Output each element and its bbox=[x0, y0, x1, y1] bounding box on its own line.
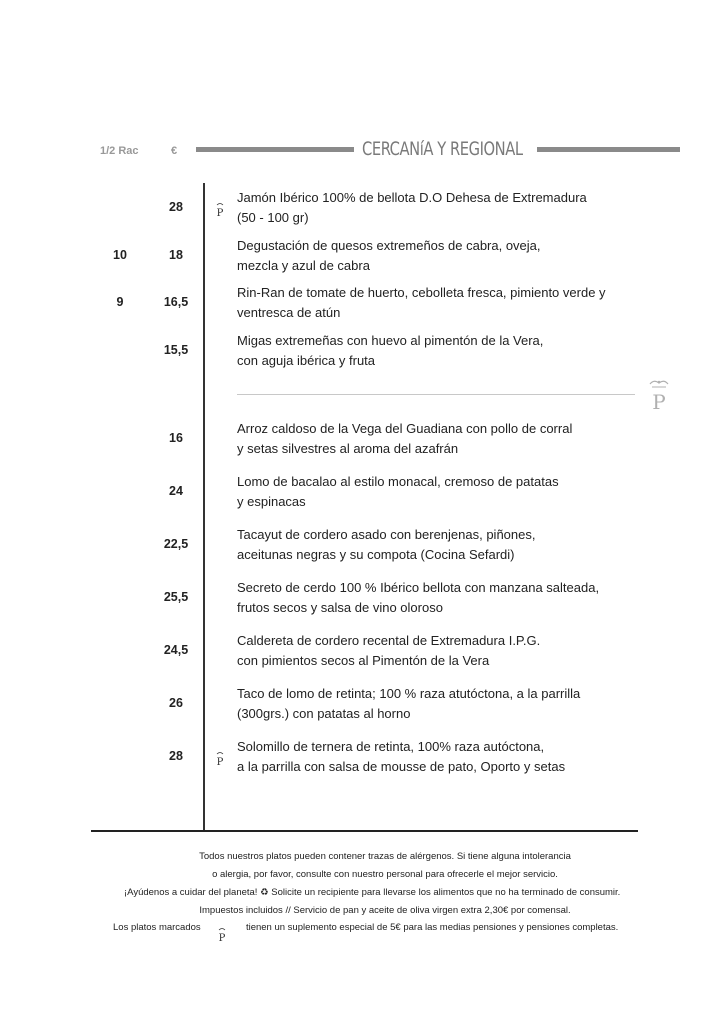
dish-description bbox=[237, 283, 606, 323]
price: 15,5 bbox=[163, 342, 189, 357]
dish-line-2: (300grs.) con patatas al horno bbox=[237, 706, 411, 721]
parador-p-icon bbox=[215, 751, 225, 767]
dish-line-2: con aguja ibérica y fruta bbox=[237, 352, 376, 368]
dish-line-1: Arroz caldoso de la Vega del Guadiana con pollo de corral bbox=[237, 421, 573, 436]
dish-description bbox=[237, 331, 543, 371]
svg-text:P: P bbox=[216, 208, 224, 218]
price: 22,5 bbox=[163, 537, 189, 551]
dish-line-2: y setas silvestres al aroma del azafrán bbox=[237, 441, 459, 456]
dish-line-1: Jamón Ibérico 100% de bellota D.O Dehesa de Extremadura bbox=[237, 190, 587, 205]
half-ration-price: 9 bbox=[116, 295, 124, 309]
dish-line-1: Rin-Ran de tomate de huerto, cebolleta fresca, pimiento verde y bbox=[237, 285, 606, 300]
dish-line-2: (50 - 100 gr) bbox=[237, 210, 309, 225]
dish-line-1: Secreto de cerdo 100 % Ibérico bellota con manzana salteada, bbox=[237, 580, 600, 595]
price: 26 bbox=[169, 696, 183, 710]
dish-line-1: Caldereta de cordero recental de Extremadura I.P.G. bbox=[237, 633, 541, 648]
dish-line-1: Degustación de quesos extremeños de cabra, oveja, bbox=[237, 237, 541, 253]
svg-text:P: P bbox=[218, 933, 226, 943]
dish-line-2: a la parrilla con salsa de mousse de pato, Oporto y setas bbox=[237, 759, 566, 774]
parador-p-icon bbox=[217, 927, 227, 943]
supplement-note bbox=[113, 922, 619, 943]
half-ration-header: 1/2 Rac bbox=[100, 145, 139, 157]
dish-description bbox=[237, 684, 580, 724]
dish-line-1: Migas extremeñas con huevo al pimentón de la Vera, bbox=[237, 332, 544, 348]
dish-line-2: y espinacas bbox=[237, 494, 306, 509]
price: 16,5 bbox=[163, 295, 189, 309]
half-ration-price: 10 bbox=[113, 247, 127, 262]
header-rule-left bbox=[196, 147, 354, 152]
price: 18 bbox=[169, 247, 183, 262]
allergen-note-line2: o alergia, por favor, consulte con nuestro personal para ofrecerle el mejor servicio. bbox=[212, 869, 558, 880]
price: 25,5 bbox=[163, 590, 189, 604]
price: 24 bbox=[169, 484, 183, 498]
dish-line-1: Lomo de bacalao al estilo monacal, cremoso de patatas bbox=[237, 474, 559, 489]
supplement-note-text: tienen un suplemento especial de 5€ para las medias pensiones y pensiones completas. bbox=[245, 922, 619, 933]
supplement-note-lead: Los platos marcados bbox=[113, 922, 201, 933]
dish-line-2: ventresca de atún bbox=[237, 305, 341, 320]
price: 24,5 bbox=[163, 643, 189, 657]
bottom-rule bbox=[91, 830, 638, 832]
allergen-note-line1: Todos nuestros platos pueden contener trazas de alérgenos. Si tiene alguna intolerancia bbox=[199, 851, 571, 862]
recycle-icon: ♻ bbox=[260, 887, 269, 898]
dish-line-1: Tacayut de cordero asado con berenjenas, piñones, bbox=[237, 527, 536, 542]
svg-text:P: P bbox=[216, 757, 224, 767]
dish-line-2: con pimientos secos al Pimentón de la Vera bbox=[237, 653, 490, 668]
price: 28 bbox=[169, 749, 183, 763]
dish-description bbox=[237, 737, 565, 777]
dish-line-2: mezcla y azul de cabra bbox=[237, 257, 370, 273]
planet-note-text: Solicite un recipiente para llevarse los alimentos que no ha terminado de consumir. bbox=[271, 887, 621, 898]
planet-note bbox=[124, 887, 620, 898]
section-title: CERCANíA Y REGIONAL bbox=[362, 138, 523, 160]
dish-description bbox=[237, 188, 587, 228]
parador-p-icon bbox=[215, 202, 225, 218]
column-divider bbox=[203, 183, 205, 831]
header-rule-right bbox=[537, 147, 680, 152]
svg-text:P: P bbox=[652, 390, 666, 412]
dish-line-1: Taco de lomo de retinta; 100 % raza atutóctona, a la parrilla bbox=[237, 686, 581, 701]
dish-description bbox=[237, 525, 535, 565]
dish-line-2: aceitunas negras y su compota (Cocina Sefardi) bbox=[237, 547, 515, 562]
section-separator bbox=[237, 394, 635, 395]
dish-description bbox=[237, 236, 541, 276]
taxes-note: Impuestos incluidos // Servicio de pan y aceite de oliva virgen extra 2,30€ por comensal. bbox=[199, 905, 571, 916]
currency-header: € bbox=[171, 145, 178, 157]
dish-description bbox=[237, 472, 559, 512]
dish-line-1: Solomillo de ternera de retinta, 100% raza autóctona, bbox=[237, 739, 545, 754]
dish-description bbox=[237, 578, 599, 618]
dish-description bbox=[237, 419, 572, 459]
dish-description bbox=[237, 631, 540, 671]
price: 28 bbox=[169, 200, 183, 214]
parador-logo-icon bbox=[646, 378, 672, 412]
planet-note-lead: ¡Ayúdenos a cuidar del planeta! bbox=[124, 887, 258, 898]
dish-line-2: frutos secos y salsa de vino oloroso bbox=[237, 600, 443, 615]
price: 16 bbox=[169, 431, 183, 445]
